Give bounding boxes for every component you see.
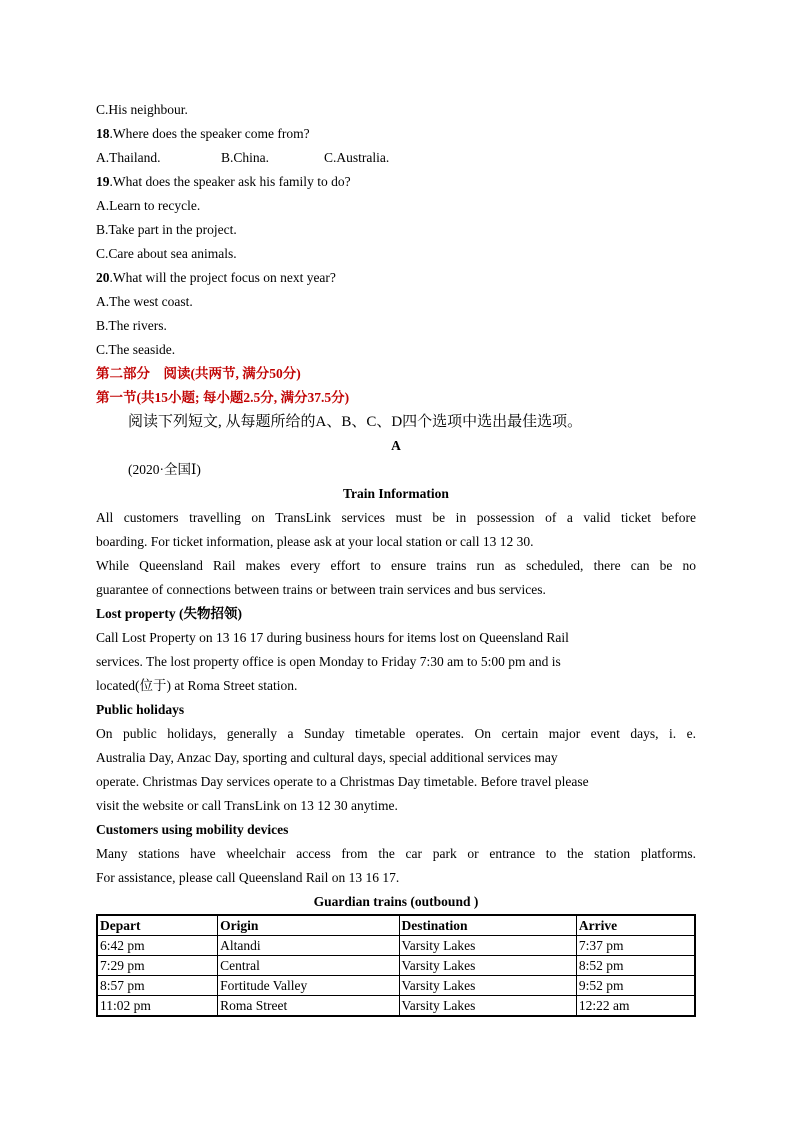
holidays-line-4: visit the website or call TransLink on 13 12 30 anytime. xyxy=(96,798,398,813)
part2-heading: 第二部分 阅读(共两节, 满分50分) xyxy=(96,366,301,381)
q18-option-a: A.Thailand. xyxy=(96,150,161,165)
table-caption: Guardian trains (outbound ) xyxy=(313,894,479,909)
holidays-line-1: On public holidays, generally a Sunday timetable operates. On certain major event days, i. e. xyxy=(96,726,696,741)
q18-options xyxy=(96,146,696,170)
q17-option-c: C.His neighbour. xyxy=(96,102,188,117)
passage-source: (2020·全国Ⅰ) xyxy=(128,462,201,477)
public-holidays-heading: Public holidays xyxy=(96,702,185,717)
mobility-line-2: For assistance, please call Queensland Rail on 13 16 17. xyxy=(96,870,400,885)
mobility-heading: Customers using mobility devices xyxy=(96,822,289,837)
table-row xyxy=(97,956,695,976)
q19-option-a: A.Learn to recycle. xyxy=(96,198,201,213)
q20-option-c: C.The seaside. xyxy=(96,342,176,357)
intro-line-4: guarantee of connections between trains or between train services and bus services. xyxy=(96,582,546,597)
q18-option-c: C.Australia. xyxy=(324,150,390,165)
q20-option-b: B.The rivers. xyxy=(96,318,167,333)
cell-origin: Fortitude Valley xyxy=(218,976,399,996)
q19-stem xyxy=(96,170,696,194)
passage-label: A xyxy=(391,438,401,453)
q18-number: 18 xyxy=(96,126,110,141)
cell-origin: Altandi xyxy=(218,936,399,956)
cell-arrive: 8:52 pm xyxy=(576,956,695,976)
col-header-destination: Destination xyxy=(399,915,576,936)
cell-arrive: 7:37 pm xyxy=(576,936,695,956)
table-header-row xyxy=(97,915,695,936)
holidays-line-3: operate. Christmas Day services operate to a Christmas Day timetable. Before travel please xyxy=(96,774,589,789)
intro-line-2: boarding. For ticket information, please ask at your local station or call 13 12 30. xyxy=(96,534,534,549)
cell-origin: Central xyxy=(218,956,399,976)
q19-number: 19 xyxy=(96,174,110,189)
q19-text: .What does the speaker ask his family to do? xyxy=(109,174,351,189)
cell-destination: Varsity Lakes xyxy=(399,976,576,996)
intro-line-1: All customers travelling on TransLink services must be in possession of a valid ticket before xyxy=(96,510,696,525)
q18-text: .Where does the speaker come from? xyxy=(109,126,310,141)
cell-depart: 6:42 pm xyxy=(97,936,218,956)
q18-stem xyxy=(96,122,696,146)
cell-destination: Varsity Lakes xyxy=(399,956,576,976)
q18-option-b: B.China. xyxy=(221,150,270,165)
q19-option-c: C.Care about sea animals. xyxy=(96,246,237,261)
cell-destination: Varsity Lakes xyxy=(399,936,576,956)
table-row xyxy=(97,936,695,956)
section1-heading: 第一节(共15小题; 每小题2.5分, 满分37.5分) xyxy=(96,390,350,405)
table-row xyxy=(97,996,695,1017)
mobility-line-1: Many stations have wheelchair access from the car park or entrance to the station platforms. xyxy=(96,846,696,861)
col-header-origin: Origin xyxy=(218,915,399,936)
lost-line-2: services. The lost property office is open Monday to Friday 7:30 am to 5:00 pm and is xyxy=(96,654,561,669)
cell-arrive: 12:22 am xyxy=(576,996,695,1017)
cell-destination: Varsity Lakes xyxy=(399,996,576,1017)
q20-text: .What will the project focus on next year? xyxy=(109,270,336,285)
col-header-arrive: Arrive xyxy=(576,915,695,936)
passage-title: Train Information xyxy=(343,486,449,501)
table-row xyxy=(97,976,695,996)
cell-arrive: 9:52 pm xyxy=(576,976,695,996)
intro-line-3: While Queensland Rail makes every effort to ensure trains run as scheduled, there can be no xyxy=(96,558,696,573)
guardian-trains-table xyxy=(96,914,696,1017)
document-page xyxy=(96,98,696,1017)
lost-line-3: located(位于) at Roma Street station. xyxy=(96,678,298,693)
cell-depart: 8:57 pm xyxy=(97,976,218,996)
q20-option-a: A.The west coast. xyxy=(96,294,193,309)
cell-depart: 11:02 pm xyxy=(97,996,218,1017)
cell-depart: 7:29 pm xyxy=(97,956,218,976)
q20-number: 20 xyxy=(96,270,110,285)
lost-line-1: Call Lost Property on 13 16 17 during business hours for items lost on Queensland Rail xyxy=(96,630,569,645)
lost-property-heading: Lost property (失物招领) xyxy=(96,606,242,621)
q19-option-b: B.Take part in the project. xyxy=(96,222,237,237)
cell-origin: Roma Street xyxy=(218,996,399,1017)
q20-stem xyxy=(96,266,696,290)
holidays-line-2: Australia Day, Anzac Day, sporting and cultural days, special additional services may xyxy=(96,750,558,765)
col-header-depart: Depart xyxy=(97,915,218,936)
reading-instruction: 阅读下列短文, 从每题所给的A、B、C、D四个选项中选出最佳选项。 xyxy=(128,414,583,430)
